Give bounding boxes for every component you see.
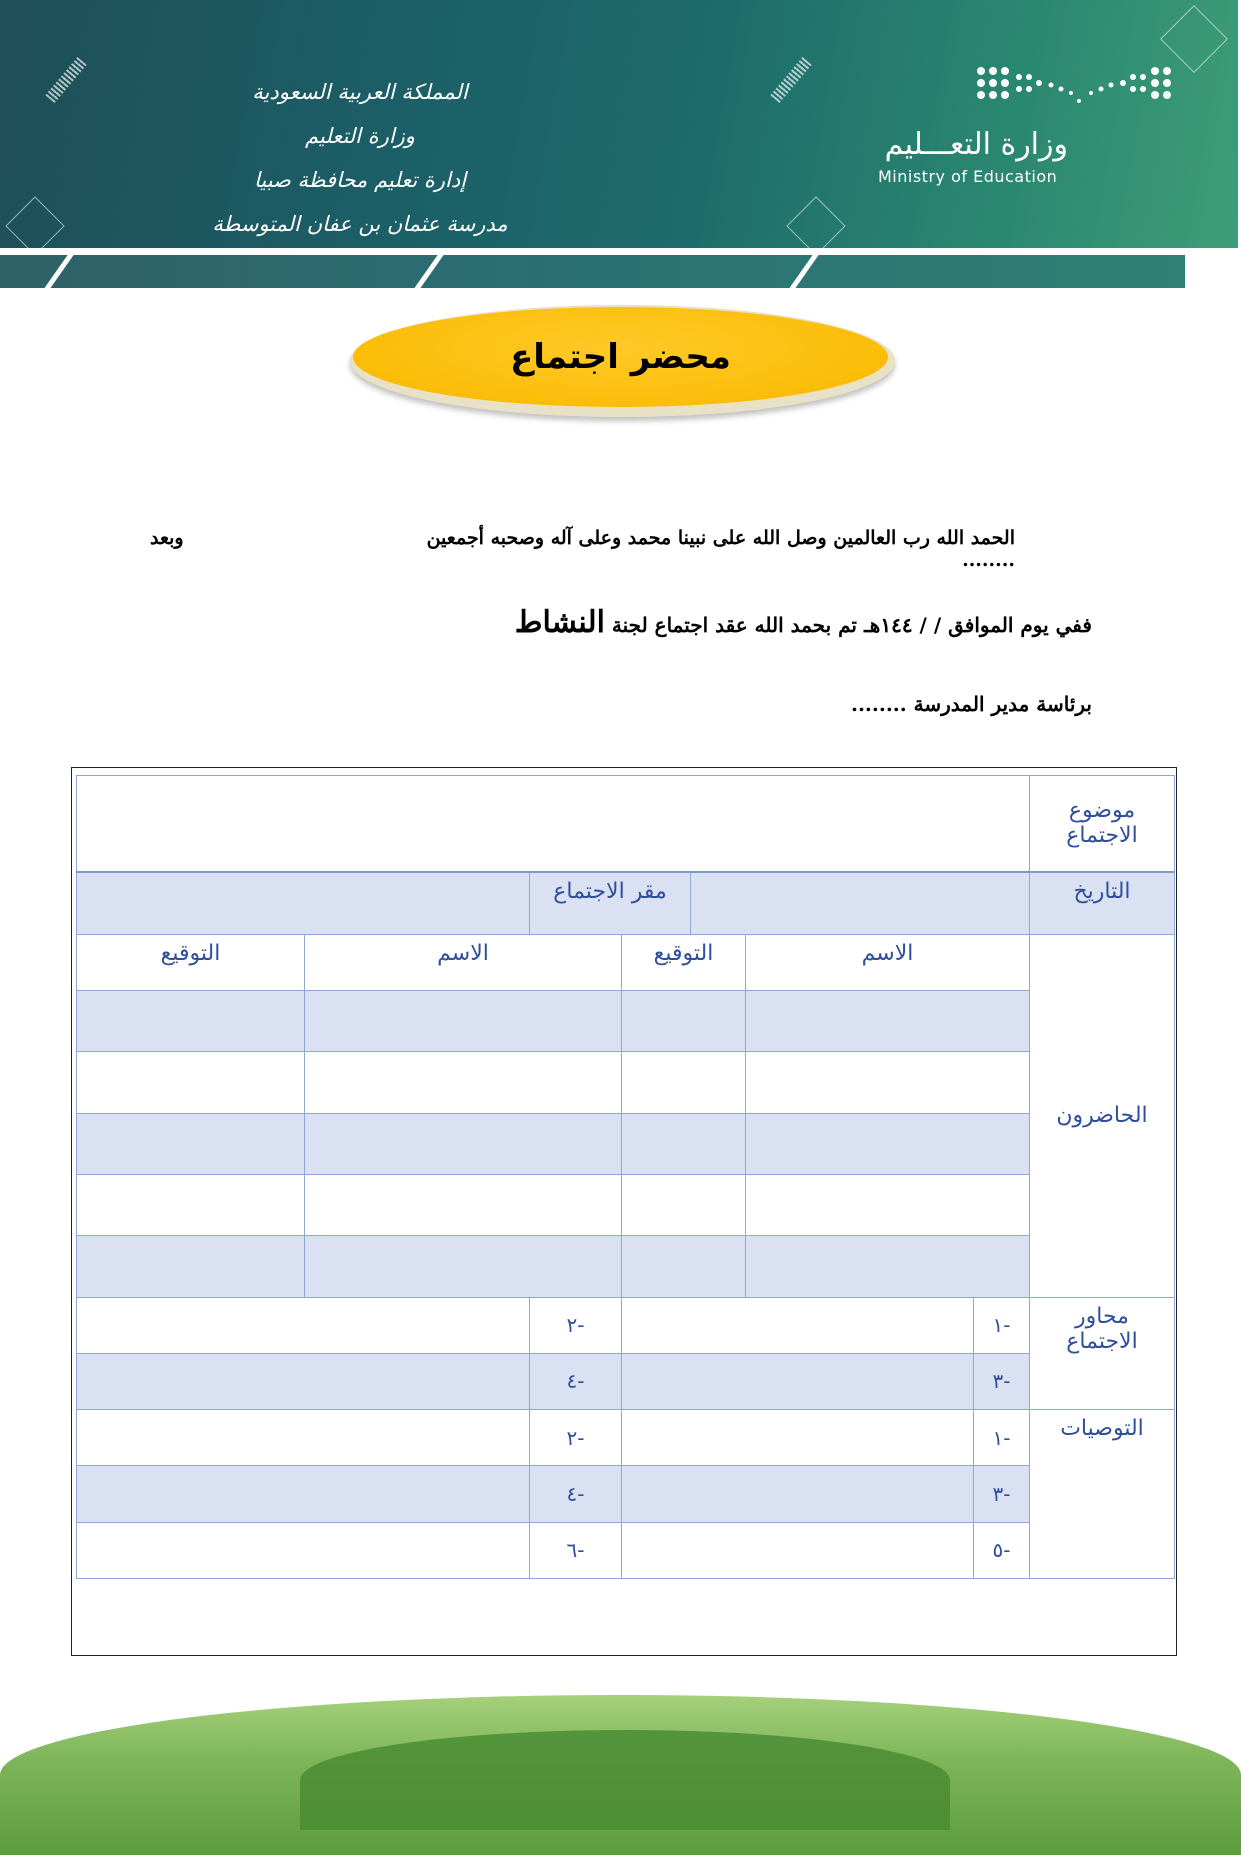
agenda-number-2: -٢ bbox=[530, 1297, 622, 1353]
recommendation-1-field[interactable] bbox=[622, 1410, 974, 1466]
diamond-decoration-icon bbox=[786, 196, 845, 248]
attendee-name-field[interactable] bbox=[305, 1113, 622, 1174]
date-field[interactable] bbox=[691, 872, 1030, 934]
attendee-signature-field[interactable] bbox=[77, 1236, 305, 1297]
hatch-decoration-icon bbox=[45, 57, 86, 103]
footer-inner-arc bbox=[300, 1730, 950, 1830]
recommendation-5-field[interactable] bbox=[622, 1522, 974, 1578]
attendee-name-field[interactable] bbox=[746, 1174, 1030, 1235]
agenda-label: محاور الاجتماع bbox=[1030, 1297, 1175, 1410]
attendee-row bbox=[77, 1052, 1175, 1113]
attendee-signature-field[interactable] bbox=[77, 991, 305, 1052]
attendee-name-field[interactable] bbox=[746, 991, 1030, 1052]
opening-praise-line: الحمد الله رب العالمين وصل الله على نبينا محمد وعلى آله وصحبه أجمعين ........ bbox=[426, 527, 1015, 571]
attendee-name-field[interactable] bbox=[746, 1052, 1030, 1113]
page-title: محضر اجتماع bbox=[353, 307, 888, 407]
diamond-decoration-icon bbox=[5, 196, 64, 248]
venue-label: مقر الاجتماع bbox=[530, 872, 691, 934]
attendee-name-field[interactable] bbox=[305, 1052, 622, 1113]
date-label: التاريخ bbox=[1030, 872, 1175, 934]
venue-field[interactable] bbox=[77, 872, 530, 934]
subject-label: موضوع الاجتماع bbox=[1030, 776, 1175, 872]
attendee-name-field[interactable] bbox=[305, 1174, 622, 1235]
strip-slash bbox=[785, 255, 822, 288]
attendee-signature-field[interactable] bbox=[77, 1052, 305, 1113]
agenda-item-3-field[interactable] bbox=[622, 1353, 974, 1409]
recommendations-label: التوصيات bbox=[1030, 1410, 1175, 1579]
attendee-signature-field[interactable] bbox=[622, 991, 746, 1052]
attendee-signature-field[interactable] bbox=[622, 1113, 746, 1174]
name-header-right: الاسم bbox=[746, 934, 1030, 990]
attendee-name-field[interactable] bbox=[305, 991, 622, 1052]
recommendation-number-6: -٦ bbox=[530, 1522, 622, 1578]
ministry-name-english: Ministry of Education bbox=[878, 167, 1058, 186]
signature-header-right: التوقيع bbox=[622, 934, 746, 990]
recommendation-number-5: -٥ bbox=[974, 1522, 1030, 1578]
ministry-dots-icon bbox=[973, 63, 1173, 118]
recommendation-3-field[interactable] bbox=[622, 1466, 974, 1522]
country-line: المملكة العربية السعودية bbox=[252, 80, 468, 104]
and-after-word: وبعد bbox=[150, 527, 184, 549]
recommendation-number-3: -٣ bbox=[974, 1466, 1030, 1522]
recommendation-number-4: -٤ bbox=[530, 1466, 622, 1522]
meeting-date-line bbox=[480, 605, 1092, 640]
meeting-form-table bbox=[76, 775, 1175, 1579]
attendee-signature-field[interactable] bbox=[622, 1052, 746, 1113]
strip-slash bbox=[40, 255, 77, 288]
attendee-name-field[interactable] bbox=[305, 1236, 622, 1297]
directorate-line: إدارة تعليم محافظة صبيا bbox=[253, 168, 467, 192]
ministry-line: وزارة التعليم bbox=[305, 124, 415, 148]
recommendation-4-field[interactable] bbox=[77, 1466, 530, 1522]
school-name-line: مدرسة عثمان بن عفان المتوسطة bbox=[212, 212, 508, 236]
attendees-label: الحاضرون bbox=[1030, 934, 1175, 1297]
strip-slash bbox=[410, 255, 447, 288]
attendee-signature-field[interactable] bbox=[77, 1174, 305, 1235]
agenda-item-2-field[interactable] bbox=[77, 1297, 530, 1353]
attendee-row bbox=[77, 1236, 1175, 1297]
recommendation-6-field[interactable] bbox=[77, 1522, 530, 1578]
attendee-signature-field[interactable] bbox=[622, 1174, 746, 1235]
school-info bbox=[160, 70, 560, 246]
agenda-number-3: -٣ bbox=[974, 1353, 1030, 1409]
attendee-signature-field[interactable] bbox=[77, 1113, 305, 1174]
attendee-row bbox=[77, 1174, 1175, 1235]
attendee-name-field[interactable] bbox=[746, 1236, 1030, 1297]
meeting-date-text: ففي يوم الموافق / / ١٤٤هـ تم بحمد الله عقد اجتماع لجنة bbox=[611, 613, 1092, 637]
agenda-item-4-field[interactable] bbox=[77, 1353, 530, 1409]
agenda-number-1: -١ bbox=[974, 1297, 1030, 1353]
recommendation-number-1: -١ bbox=[974, 1410, 1030, 1466]
attendee-row bbox=[77, 991, 1175, 1052]
subject-field[interactable] bbox=[77, 776, 1030, 872]
committee-name: النشاط bbox=[514, 605, 605, 640]
agenda-item-1-field[interactable] bbox=[622, 1297, 974, 1353]
header-banner bbox=[0, 0, 1238, 248]
agenda-number-4: -٤ bbox=[530, 1353, 622, 1409]
name-header-left: الاسم bbox=[305, 934, 622, 990]
signature-header-left: التوقيع bbox=[77, 934, 305, 990]
header-strip bbox=[0, 255, 1185, 288]
chaired-by-line: برئاسة مدير المدرسة ........ bbox=[851, 692, 1092, 716]
ministry-name-arabic: وزارة التعـــليم bbox=[884, 127, 1068, 162]
hatch-decoration-icon bbox=[770, 57, 811, 103]
attendee-signature-field[interactable] bbox=[622, 1236, 746, 1297]
recommendation-number-2: -٢ bbox=[530, 1410, 622, 1466]
attendee-row bbox=[77, 1113, 1175, 1174]
recommendation-2-field[interactable] bbox=[77, 1410, 530, 1466]
ministry-logo bbox=[868, 55, 1188, 190]
attendee-name-field[interactable] bbox=[746, 1113, 1030, 1174]
